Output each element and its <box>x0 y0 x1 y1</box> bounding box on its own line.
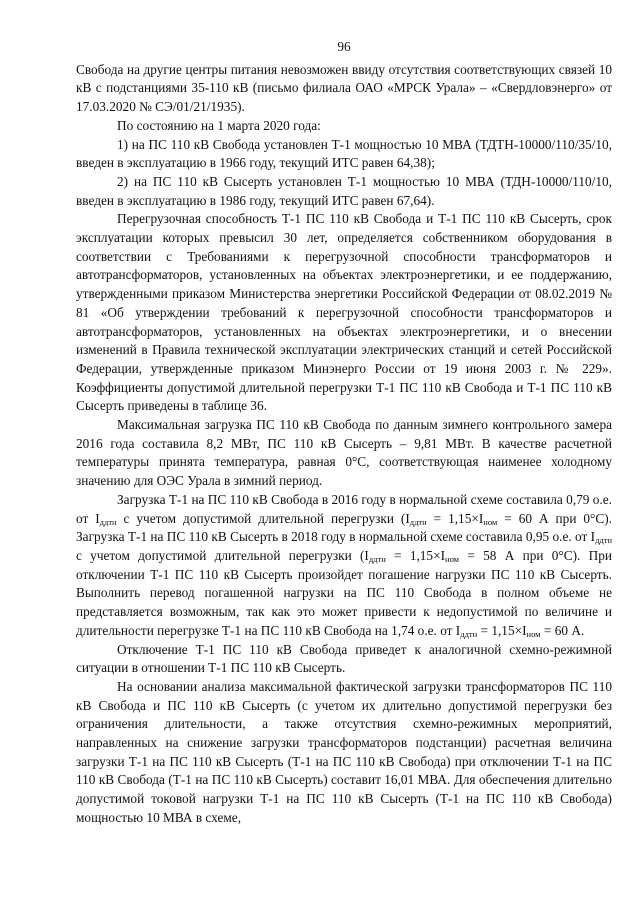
text-run: = 60 А при 0°С). Загрузка Т-1 на ПС 110 кВ Сысерть в 2018 году в нормальной схеме составила 0,95 о.е. от I <box>76 510 612 545</box>
paragraph: Максимальная загрузка ПС 110 кВ Свобода по данным зимнего контрольного замера 2016 года составила 8,2 МВт, ПС 110 кВ Сысерть – 9,81 МВт. В качестве расчетной температуры принята температура, равная 0°С, соответствующая наименее холодному значению для ОЭС Урала в зимний период. <box>76 417 612 489</box>
paragraph: На основании анализа максимальной фактической загрузки трансформаторов ПС 110 кВ Свобода и ПС 110 кВ Сысерть (с учетом их длительно допустимой перегрузки без ограничения длительности, а также отсутствия схемно-режимных мероприятий, направленных на снижение загрузки трансформаторов подстанции) расчетная величина загрузки Т-1 на ПС 110 кВ Сысерть (Т-1 на ПС 110 кВ Свобода) при отключении Т-1 на ПС 110 кВ Свобода (Т-1 на ПС 110 кВ Сысерть) составит 16,01 МВА. Для обеспечения длительно допустимой токовой нагрузки Т-1 на ПС 110 кВ Сысерть (Т-1 на ПС 110 кВ Свобода) мощностью 10 МВА в схеме, <box>76 678 612 825</box>
subscript: ддтн <box>368 553 386 564</box>
text-run: = 60 А. <box>540 622 585 638</box>
paragraph: 2) на ПС 110 кВ Сысерть установлен Т-1 мощностью 10 МВА (ТДН-10000/110/10, введен в эксплуатацию в 1986 году, текущий ИТС равен 67,64). <box>76 173 612 208</box>
text-run: с учетом допустимой длительной перегрузки (I <box>76 547 369 563</box>
paragraph: 1) на ПС 110 кВ Свобода установлен Т-1 мощностью 10 МВА (ТДТН-10000/110/35/10, введен в эксплуатацию в 1966 году, текущий ИТС равен 64,38); <box>76 136 612 171</box>
text-run: = 1,15×I <box>385 547 446 563</box>
subscript: ном <box>526 628 541 639</box>
text-run: = 1,15×I <box>426 510 484 526</box>
body-text <box>76 61 612 828</box>
text-run: с учетом допустимой длительной перегрузки (I <box>116 510 410 526</box>
page-number: 96 <box>337 39 351 54</box>
text-run: = 58 А при 0°С). При отключении Т-1 ПС 110 кВ Сысерть произойдет погашение нагрузки ПС 110 кВ Сысерть. Выполнить перевод погашенной нагрузки на ПС 110 Свобода в полном объеме не представляется возможным, так как это может привести к недопустимой по величине и длительности перегрузке Т-1 на ПС 110 кВ Свобода на 1,74 о.е. от I <box>76 547 612 638</box>
subscript: ном <box>483 516 498 527</box>
paragraph: По состоянию на 1 марта 2020 года: <box>117 117 321 133</box>
paragraph: Свобода на другие центры питания невозможен ввиду отсутствия соответствующих связей 10 кВ с подстанциями 35-110 кВ (письмо филиала ОАО «МРСК Урала» – «Свердловэнерго» от 17.03.2020 № СЭ/01/21/1935). <box>76 61 612 115</box>
paragraph: Перегрузочная способность Т-1 ПС 110 кВ Свобода и Т-1 ПС 110 кВ Сысерть, срок эксплуатации которых превысил 30 лет, определяется собственником оборудования в соответствии с Требованиями к перегрузочной способности трансформаторов и автотрансформаторов, установленных на объектах электроэнергетики, и ее поддержанию, утвержденными приказом Министерства энергетики Российской Федерации от 08.02.2019 № 81 «Об утверждении требований к перегрузочной способности трансформаторов и автотрансформаторов, установленных на объектах электроэнергетики, и о внесении изменений в Правила технической эксплуатации электрических станций и сетей Российской Федерации, утвержденные приказом Минэнерго России от 19 июня 2003 г. № 229». Коэффициенты допустимой длительной перегрузки Т-1 ПС 110 кВ Свобода и Т-1 ПС 110 кВ Сысерть приведены в таблице 36. <box>76 211 612 414</box>
subscript: ддтн <box>409 516 427 527</box>
subscript: ддтн <box>99 516 117 527</box>
subscript: ддтн <box>460 628 478 639</box>
subscript: ном <box>445 553 460 564</box>
paragraph <box>76 491 612 641</box>
text-run: Загрузка Т-1 на ПС 110 кВ Свобода в 2016 году в нормальной схеме составила 0,79 о.е. от I <box>76 491 612 526</box>
paragraph: Отключение Т-1 ПС 110 кВ Свобода приведет к аналогичной схемно-режимной ситуации в отношении Т-1 ПС 110 кВ Сысерть. <box>76 641 612 676</box>
subscript: ддтн <box>595 535 612 546</box>
text-run: = 1,15×I <box>477 622 527 638</box>
